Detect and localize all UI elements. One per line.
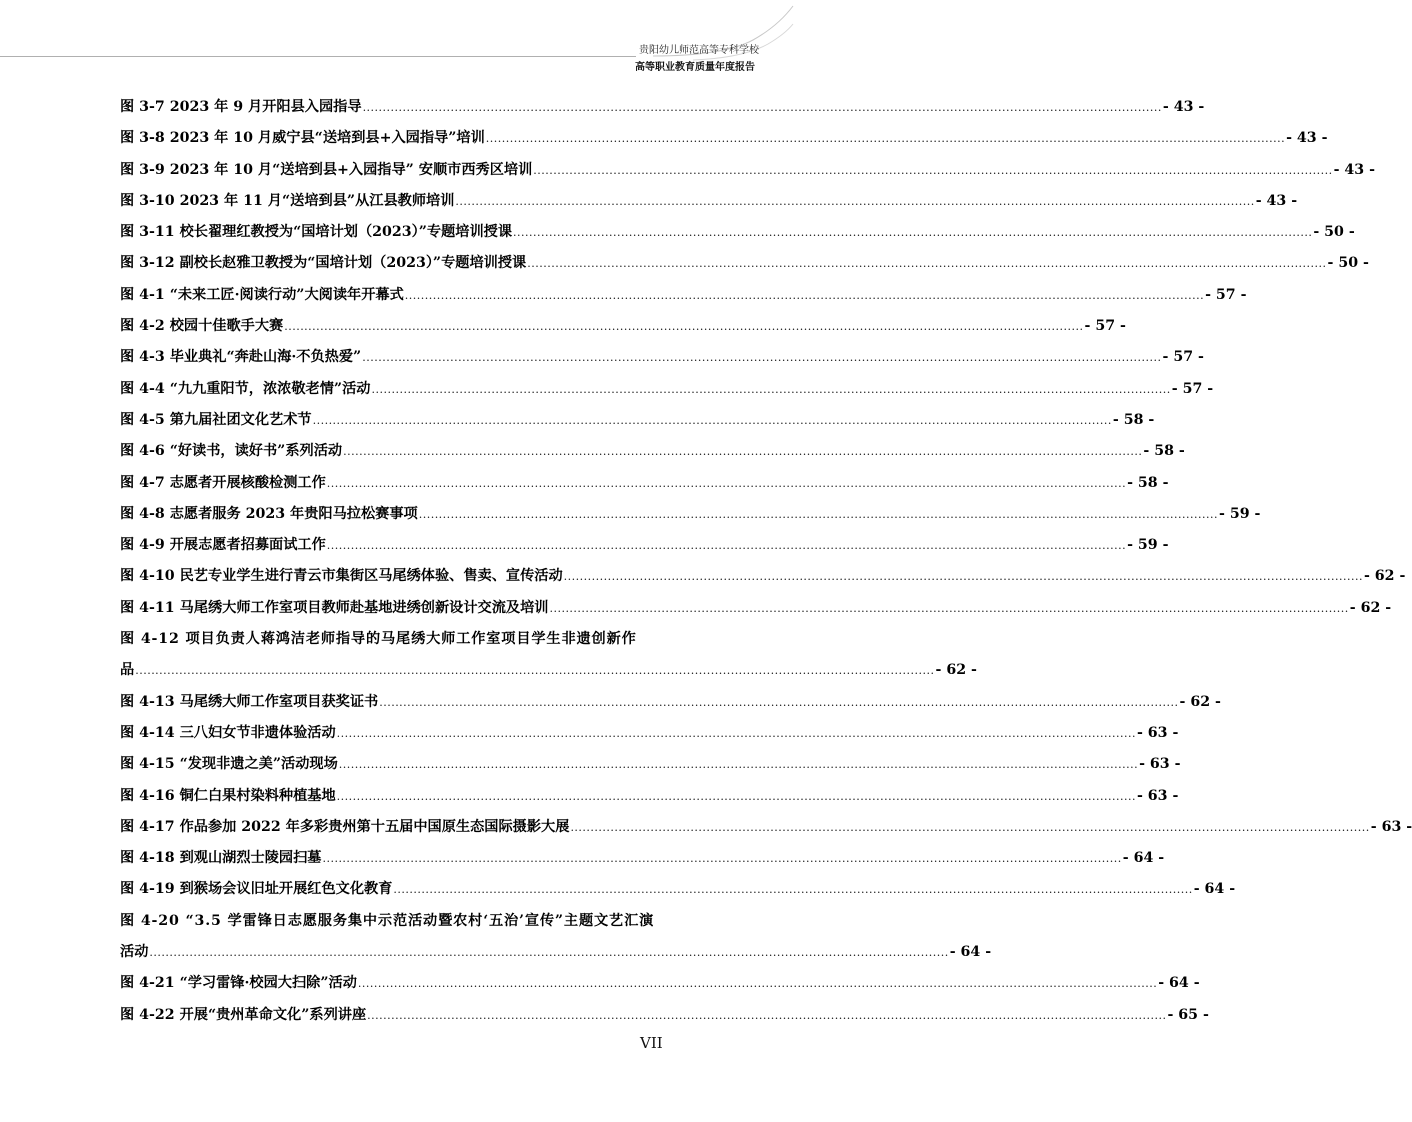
toc-entry-page: - 43 - [1255,192,1298,209]
toc-entry-title: 图 4-19 到猴场会议旧址开展红色文化教育 [120,881,393,898]
toc-entry-page: - 62 - [1363,568,1406,585]
toc-entry-page: - 62 - [1179,693,1221,710]
toc-entry-title: 图 4-20 “3.5 学雷锋日志愿服务集中示范活动暨农村‘五治’宣传”主题文艺汇演 [120,912,655,929]
toc-entry-title: 图 3-11 校长翟理红教授为“国培计划（2023）”专题培训授课 [120,224,513,241]
toc-entry[interactable] [120,342,1204,373]
dot-leader: ........................................................................................................................................................................................................ [326,476,1127,490]
toc-entry[interactable] [120,280,1247,311]
toc-entry-title: 图 4-15 “发现非遗之美”活动现场 [120,756,338,773]
toc-entry-page: - 50 - [1313,224,1355,241]
dot-leader: ........................................................................................................................................................................................................ [485,132,1286,146]
dot-leader: ........................................................................................................................................................................................................ [371,382,1171,396]
figure-list [120,92,1412,1031]
toc-entry-title: 图 4-2 校园十佳歌手大赛 [120,318,284,335]
toc-entry[interactable] [120,311,1126,342]
toc-entry-page: - 64 - [1193,881,1236,898]
toc-entry-title: 图 4-1 “未来工匠·阅读行动”大阅读年开幕式 [120,286,404,303]
toc-entry-page: - 62 - [935,662,977,679]
toc-entry-title: 图 4-14 三八妇女节非遗体验活动 [120,724,336,741]
toc-entry[interactable] [120,1000,1209,1031]
toc-entry-title: 图 4-17 作品参加 2022 年多彩贵州第十五届中国原生态国际摄影大展 [120,818,570,835]
toc-entry[interactable] [120,718,1179,749]
toc-entry-title: 图 4-18 到观山湖烈士陵园扫墓 [120,850,322,867]
page-number: VII [640,1034,663,1052]
toc-entry[interactable] [120,843,1165,874]
toc-entry-title: 图 4-9 开展志愿者招募面试工作 [120,537,326,554]
header-school-name: 贵阳幼儿师范高等专科学校 [639,45,759,56]
dot-leader: ........................................................................................................................................................................................................ [362,101,1162,114]
header-rule [0,56,636,57]
toc-entry[interactable] [120,92,1205,123]
toc-entry-page: - 58 - [1143,443,1185,460]
toc-entry-page: - 57 - [1171,380,1214,397]
dot-leader: ........................................................................................................................................................................................................ [549,601,1349,615]
toc-entry[interactable] [120,749,1181,780]
dot-leader: ........................................................................................................................................................................................................ [312,413,1112,427]
toc-entry-title-continued: 活动 [120,944,149,961]
toc-entry-page: - 43 - [1286,130,1328,147]
dot-leader: ........................................................................................................................................................................................................ [513,226,1313,240]
toc-entry[interactable] [120,968,1200,999]
dot-leader: ........................................................................................................................................................................................................ [533,163,1333,177]
toc-entry-title: 图 4-22 开展“贵州革命文化”系列讲座 [120,1006,367,1023]
toc-entry-title: 图 3-8 2023 年 10 月威宁县“送培到县+入园指导”培训 [120,130,485,147]
toc-entry-page: - 64 - [1158,975,1200,992]
dot-leader: ........................................................................................................................................................................................................ [362,351,1162,365]
dot-leader: ........................................................................................................................................................................................................ [379,695,1179,709]
toc-entry-title: 图 3-12 副校长赵雅卫教授为“国培计划（2023）”专题培训授课 [120,255,527,272]
dot-leader: ........................................................................................................................................................................................................ [149,946,949,960]
toc-entry[interactable] [120,906,673,937]
toc-entry[interactable] [120,468,1169,499]
toc-entry[interactable] [120,123,1328,154]
dot-leader: ........................................................................................................................................................................................................ [357,977,1158,991]
dot-leader: ........................................................................................................................................................................................................ [338,758,1139,772]
toc-entry-page: - 63 - [1370,818,1412,835]
dot-leader: ........................................................................................................................................................................................................ [322,852,1122,866]
toc-entry[interactable] [120,499,1261,530]
toc-entry-title: 图 3-9 2023 年 10 月“送培到县+入园指导” 安顺市西秀区培训 [120,161,533,178]
toc-entry[interactable] [120,405,1155,436]
toc-entry[interactable] [120,186,1298,217]
dot-leader: ........................................................................................................................................................................................................ [455,194,1255,208]
toc-entry-page: - 57 - [1162,349,1204,366]
toc-entry[interactable] [120,874,1236,905]
toc-entry-title: 图 4-11 马尾绣大师工作室项目教师赴基地进绣创新设计交流及培训 [120,599,549,616]
toc-entry[interactable] [120,530,1169,561]
toc-entry-page: - 59 - [1127,537,1169,554]
toc-entry-title: 图 4-6 “好读书，读好书”系列活动 [120,443,343,460]
toc-entry-page: - 57 - [1084,318,1126,335]
dot-leader: ........................................................................................................................................................................................................ [343,445,1143,459]
toc-entry-title: 图 4-7 志愿者开展核酸检测工作 [120,474,326,491]
toc-entry-title: 图 4-21 “学习雷锋·校园大扫除”活动 [120,975,357,992]
toc-entry-title: 图 4-13 马尾绣大师工作室项目获奖证书 [120,693,379,710]
toc-entry-page: - 43 - [1162,99,1205,115]
toc-entry[interactable] [120,624,673,655]
toc-entry-continuation[interactable] [120,937,992,968]
toc-entry-page: - 63 - [1136,787,1179,804]
toc-entry[interactable] [120,217,1355,248]
dot-leader: ........................................................................................................................................................................................................ [404,288,1205,302]
dot-leader: ........................................................................................................................................................................................................ [367,1008,1167,1022]
dot-leader: ........................................................................................................................................................................................................ [393,883,1193,897]
toc-entry-continuation[interactable] [120,655,977,686]
toc-entry-title: 图 4-16 铜仁白果村染料种植基地 [120,787,336,804]
toc-entry-page: - 57 - [1205,286,1247,303]
toc-entry-title: 图 4-12 项目负责人蒋鸿洁老师指导的马尾绣大师工作室项目学生非遗创新作 [120,631,637,648]
toc-entry-title-continued: 品 [120,662,135,679]
dot-leader: ........................................................................................................................................................................................................ [527,257,1327,271]
dot-leader: ........................................................................................................................................................................................................ [135,664,935,678]
toc-entry-page: - 58 - [1112,411,1155,428]
toc-entry[interactable] [120,436,1185,467]
toc-entry-page: - 63 - [1139,756,1181,773]
toc-entry[interactable] [120,593,1392,624]
toc-entry-page: - 63 - [1136,724,1179,741]
toc-entry-title: 图 3-7 2023 年 9 月开阳县入园指导 [120,99,362,115]
toc-entry[interactable] [120,812,1412,843]
toc-entry[interactable] [120,248,1369,279]
toc-entry[interactable] [120,374,1214,405]
dot-leader: ........................................................................................................................................................................................................ [570,820,1370,834]
dot-leader: ........................................................................................................................................................................................................ [563,570,1363,584]
toc-entry-page: - 64 - [1122,850,1165,867]
toc-entry-title: 图 3-10 2023 年 11 月“送培到县”从江县教师培训 [120,192,455,209]
toc-entry-page: - 59 - [1219,505,1261,522]
toc-entry-page: - 65 - [1167,1006,1209,1023]
header-report-title: 高等职业教育质量年度报告 [635,62,755,73]
toc-entry-title: 图 4-8 志愿者服务 2023 年贵阳马拉松赛事项 [120,505,418,522]
toc-entry-title: 图 4-10 民艺专业学生进行青云市集街区马尾绣体验、售卖、宣传活动 [120,568,563,585]
dot-leader: ........................................................................................................................................................................................................ [336,789,1136,803]
toc-entry-page: - 43 - [1333,161,1376,178]
toc-entry-title: 图 4-3 毕业典礼“奔赴山海·不负热爱” [120,349,362,366]
dot-leader: ........................................................................................................................................................................................................ [418,507,1219,521]
dot-leader: ........................................................................................................................................................................................................ [336,726,1136,740]
toc-entry[interactable] [120,155,1376,186]
dot-leader: ........................................................................................................................................................................................................ [284,320,1084,334]
toc-entry[interactable] [120,561,1406,592]
toc-entry-page: - 64 - [949,944,992,961]
toc-entry-page: - 62 - [1349,599,1392,616]
page-header [0,0,793,80]
toc-entry[interactable] [120,781,1179,812]
toc-entry-page: - 50 - [1327,255,1369,272]
toc-entry[interactable] [120,687,1221,718]
toc-entry-page: - 58 - [1127,474,1169,491]
toc-entry-title: 图 4-4 “九九重阳节，浓浓敬老情”活动 [120,380,371,397]
toc-entry-title: 图 4-5 第九届社团文化艺术节 [120,411,312,428]
dot-leader: ........................................................................................................................................................................................................ [326,539,1127,553]
